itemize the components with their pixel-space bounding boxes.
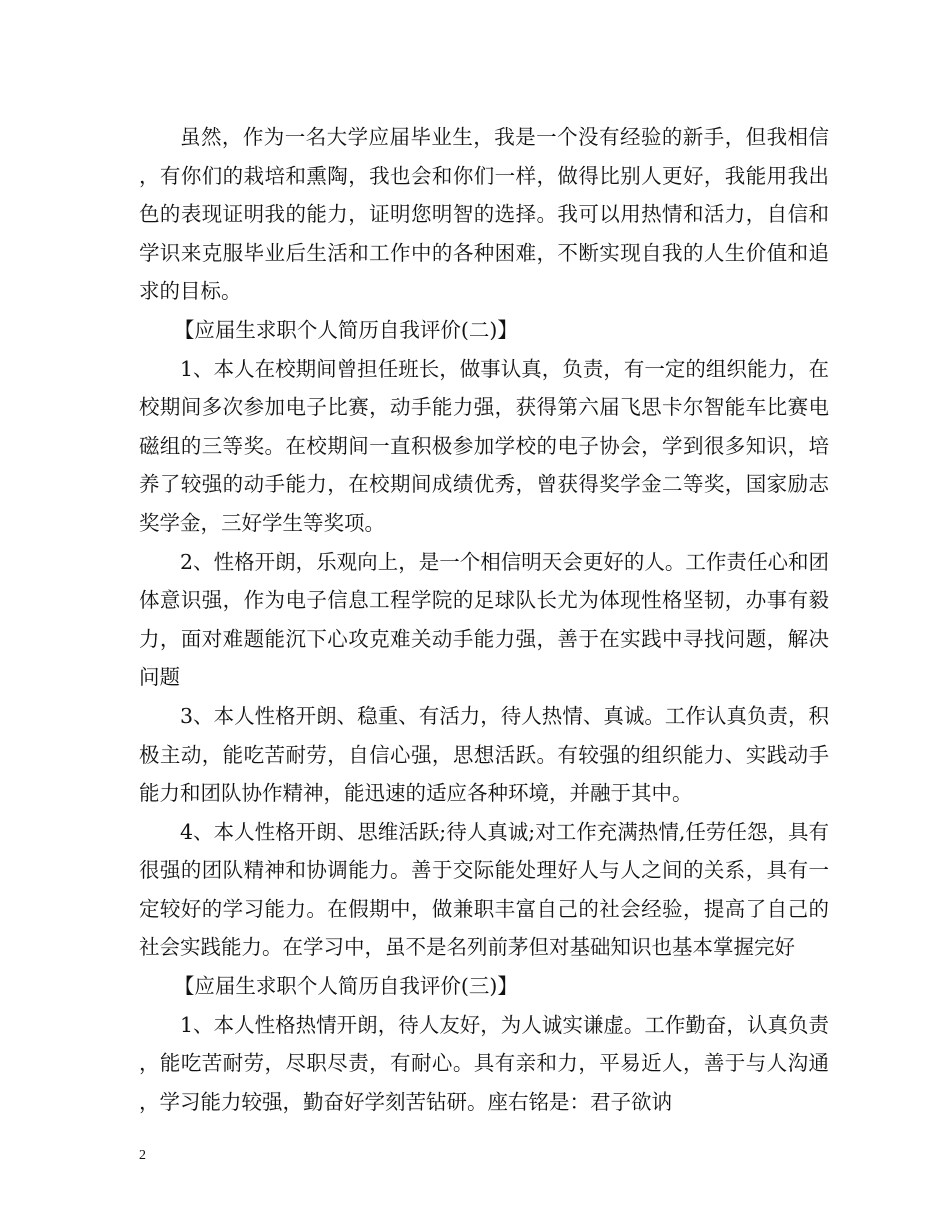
page-number: 2 — [139, 1148, 146, 1163]
paragraph-item-1: 1、本人在校期间曾担任班长，做事认真，负责，有一定的组织能力，在校期间多次参加电子比赛，动手能力强，获得第六届飞思卡尔智能车比赛电磁组的三等奖。在校期间一直积极参加学校的电子协会，学到很多知识，培养了较强的动手能力，在校期间成绩优秀，曾获得奖学金二等奖，国家励志奖学金，三好学生等奖项。 — [139, 356, 829, 535]
paragraph-section3-item-1: 1、本人性格热情开朗，待人友好，为人诚实谦虚。工作勤奋，认真负责，能吃苦耐劳，尽职尽责，有耐心。具有亲和力，平易近人，善于与人沟通，学习能力较强，勤奋好学刻苦钻研。座右铭是：君子欲讷 — [139, 1012, 829, 1114]
paragraph-intro: 虽然，作为一名大学应届毕业生，我是一个没有经验的新手，但我相信，有你们的栽培和熏陶，我也会和你们一样，做得比别人更好，我能用我出色的表现证明我的能力，证明您明智的选择。我可以用热情和活力，自信和学识来克服毕业后生活和工作中的各种困难，不断实现自我的人生价值和追求的目标。 — [139, 125, 829, 304]
section-heading-3: 【应届生求职个人简历自我评价(三)】 — [173, 974, 518, 999]
document-body — [139, 118, 829, 1121]
section-heading-2: 【应届生求职个人简历自我评价(二)】 — [173, 317, 518, 342]
paragraph-item-2: 2、性格开朗，乐观向上，是一个相信明天会更好的人。工作责任心和团体意识强，作为电子信息工程学院的足球队长尤为体现性格坚韧，办事有毅力，面对难题能沉下心攻克难关动手能力强，善于在实践中寻找问题，解决问题 — [139, 549, 829, 690]
paragraph-item-3: 3、本人性格开朗、稳重、有活力，待人热情、真诚。工作认真负责，积极主动，能吃苦耐劳，自信心强，思想活跃。有较强的组织能力、实践动手能力和团队协作精神，能迅速的适应各种环境，并融于其中。 — [139, 703, 829, 806]
paragraph-item-4: 4、本人性格开朗、思维活跃;待人真诚;对工作充满热情,任劳任怨，具有很强的团队精神和协调能力。善于交际能处理好人与人之间的关系，具有一定较好的学习能力。在假期中，做兼职丰富自己的社会经验，提高了自己的社会实践能力。在学习中，虽不是名列前茅但对基础知识也基本掌握完好 — [139, 819, 829, 960]
